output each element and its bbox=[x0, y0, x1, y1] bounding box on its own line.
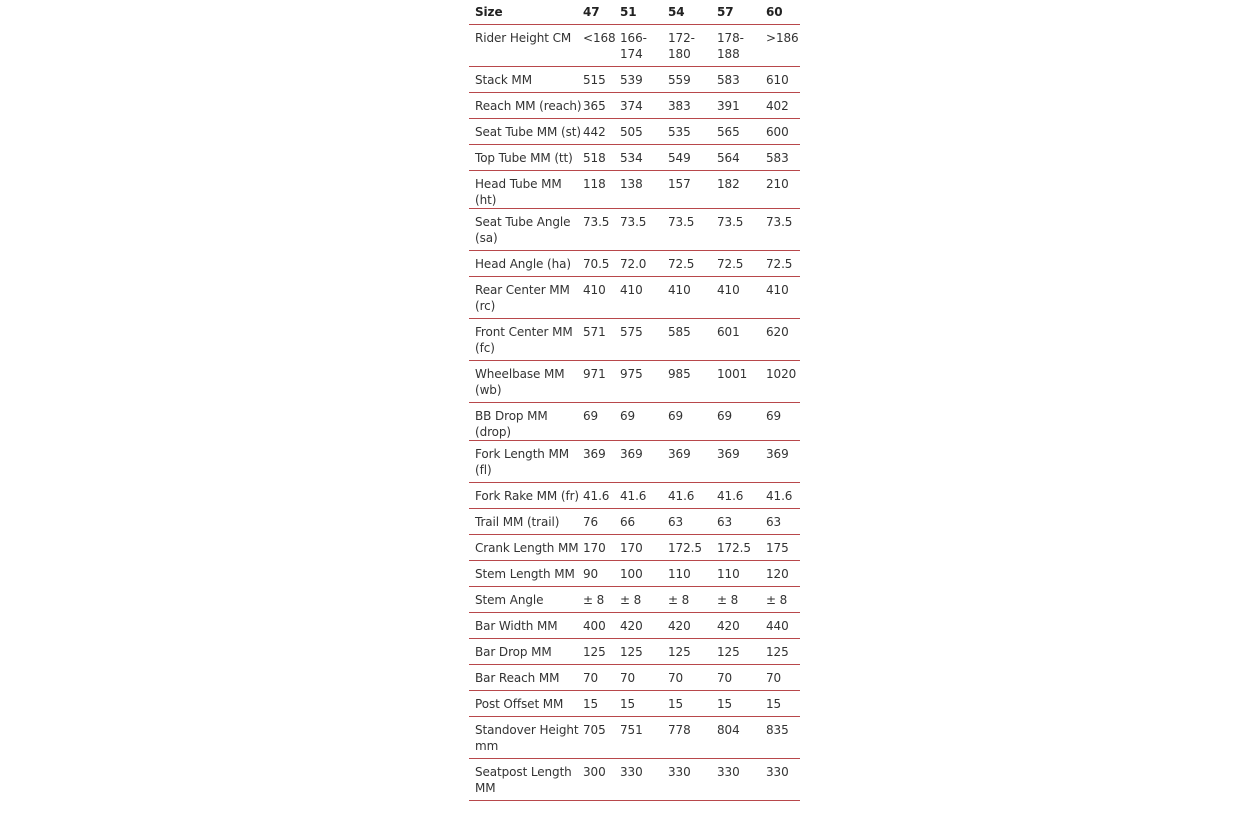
row-label: Front Center MM (fc) bbox=[475, 324, 573, 355]
row-value-size-47: 70 bbox=[583, 670, 599, 685]
table-row bbox=[469, 482, 800, 508]
row-value-size-57: 72.5 bbox=[717, 256, 744, 271]
row-value-size-51: 374 bbox=[620, 98, 643, 113]
table-row bbox=[469, 208, 800, 250]
row-value-size-47: 571 bbox=[583, 324, 606, 339]
row-value-size-60: 175 bbox=[766, 540, 789, 555]
row-value-size-57: ± 8 bbox=[717, 592, 739, 607]
table-row bbox=[469, 402, 800, 440]
row-value-size-47: 76 bbox=[583, 514, 599, 529]
table-row bbox=[469, 440, 800, 482]
row-label: Stem Angle bbox=[475, 592, 544, 607]
row-value-size-60: 835 bbox=[766, 722, 789, 737]
row-value-size-54: 69 bbox=[668, 408, 684, 423]
table-row bbox=[469, 170, 800, 208]
table-row bbox=[469, 24, 800, 66]
row-value-size-47: 70.5 bbox=[583, 256, 610, 271]
row-value-size-57: 601 bbox=[717, 324, 740, 339]
row-value-size-60: 63 bbox=[766, 514, 782, 529]
row-value-size-51: 41.6 bbox=[620, 488, 647, 503]
row-label: Fork Rake MM (fr) bbox=[475, 488, 580, 503]
row-value-size-57: 110 bbox=[717, 566, 740, 581]
table-row bbox=[469, 638, 800, 664]
row-value-size-57: 583 bbox=[717, 72, 740, 87]
row-label: Seat Tube MM (st) bbox=[475, 124, 581, 139]
table-row bbox=[469, 250, 800, 276]
row-value-size-57: 182 bbox=[717, 176, 740, 191]
row-label: Reach MM (reach) bbox=[475, 98, 582, 113]
row-value-size-60: 72.5 bbox=[766, 256, 793, 271]
table-row bbox=[469, 534, 800, 560]
row-value-size-51: 100 bbox=[620, 566, 643, 581]
row-value-size-54: 369 bbox=[668, 446, 691, 461]
row-value-size-60: 73.5 bbox=[766, 214, 793, 229]
row-value-size-60: 583 bbox=[766, 150, 789, 165]
row-label: Trail MM (trail) bbox=[475, 514, 560, 529]
row-value-size-57: 1001 bbox=[717, 366, 748, 381]
row-label: Rear Center MM (rc) bbox=[475, 282, 570, 313]
row-value-size-51: 15 bbox=[620, 696, 636, 711]
row-value-size-60: 600 bbox=[766, 124, 789, 139]
row-value-size-51: 69 bbox=[620, 408, 636, 423]
row-value-size-47: 90 bbox=[583, 566, 599, 581]
row-value-size-51: 975 bbox=[620, 366, 643, 381]
row-value-size-57: 369 bbox=[717, 446, 740, 461]
row-value-size-47: 73.5 bbox=[583, 214, 610, 229]
row-value-size-60: 15 bbox=[766, 696, 782, 711]
row-value-size-57: 410 bbox=[717, 282, 740, 297]
row-value-size-51: 330 bbox=[620, 764, 643, 779]
row-value-size-60: 70 bbox=[766, 670, 782, 685]
row-value-size-54: 172.5 bbox=[668, 540, 702, 555]
row-value-size-51: 70 bbox=[620, 670, 636, 685]
row-value-size-51: 73.5 bbox=[620, 214, 647, 229]
header-size-57: 57 bbox=[717, 5, 734, 19]
header-size: Size bbox=[475, 5, 503, 19]
table-row bbox=[469, 690, 800, 716]
row-value-size-51: 539 bbox=[620, 72, 643, 87]
table-row bbox=[469, 92, 800, 118]
row-value-size-51: 751 bbox=[620, 722, 643, 737]
row-value-size-60: 1020 bbox=[766, 366, 797, 381]
row-label: Bar Reach MM bbox=[475, 670, 560, 685]
row-label: Rider Height CM bbox=[475, 30, 572, 45]
row-value-size-54: 410 bbox=[668, 282, 691, 297]
row-value-size-47: 15 bbox=[583, 696, 599, 711]
row-value-size-54: 15 bbox=[668, 696, 684, 711]
row-label: Stack MM bbox=[475, 72, 532, 87]
row-value-size-47: 300 bbox=[583, 764, 606, 779]
row-value-size-57: 125 bbox=[717, 644, 740, 659]
row-value-size-47: <168 bbox=[583, 30, 616, 45]
row-value-size-54: 585 bbox=[668, 324, 691, 339]
row-value-size-57: 70 bbox=[717, 670, 733, 685]
row-value-size-54: 549 bbox=[668, 150, 691, 165]
table-row bbox=[469, 66, 800, 92]
row-value-size-51: ± 8 bbox=[620, 592, 642, 607]
header-size-60: 60 bbox=[766, 5, 783, 19]
row-value-size-60: 620 bbox=[766, 324, 789, 339]
row-value-size-54: 110 bbox=[668, 566, 691, 581]
row-value-size-51: 420 bbox=[620, 618, 643, 633]
row-value-size-47: 118 bbox=[583, 176, 606, 191]
row-value-size-51: 166-174 bbox=[620, 30, 647, 61]
row-value-size-57: 565 bbox=[717, 124, 740, 139]
row-label: Crank Length MM bbox=[475, 540, 579, 555]
row-label: Seat Tube Angle (sa) bbox=[475, 214, 571, 245]
header-size-54: 54 bbox=[668, 5, 685, 19]
row-value-size-57: 63 bbox=[717, 514, 733, 529]
table-row bbox=[469, 118, 800, 144]
row-value-size-60: 41.6 bbox=[766, 488, 793, 503]
geometry-table-container bbox=[469, 0, 800, 801]
row-value-size-57: 69 bbox=[717, 408, 733, 423]
row-value-size-57: 178-188 bbox=[717, 30, 744, 61]
row-value-size-54: 125 bbox=[668, 644, 691, 659]
row-value-size-57: 41.6 bbox=[717, 488, 744, 503]
row-value-size-57: 804 bbox=[717, 722, 740, 737]
row-value-size-60: ± 8 bbox=[766, 592, 788, 607]
row-value-size-51: 534 bbox=[620, 150, 643, 165]
row-value-size-54: 72.5 bbox=[668, 256, 695, 271]
row-value-size-60: 120 bbox=[766, 566, 789, 581]
row-value-size-47: 369 bbox=[583, 446, 606, 461]
row-label: Wheelbase MM (wb) bbox=[475, 366, 565, 397]
row-value-size-47: 515 bbox=[583, 72, 606, 87]
row-value-size-47: 442 bbox=[583, 124, 606, 139]
row-value-size-54: 778 bbox=[668, 722, 691, 737]
table-row bbox=[469, 360, 800, 402]
table-row bbox=[469, 758, 800, 800]
row-value-size-51: 505 bbox=[620, 124, 643, 139]
row-value-size-54: 535 bbox=[668, 124, 691, 139]
row-value-size-60: 69 bbox=[766, 408, 782, 423]
row-label: BB Drop MM (drop) bbox=[475, 408, 548, 439]
row-label: Seatpost Length MM bbox=[475, 764, 572, 795]
row-value-size-54: 41.6 bbox=[668, 488, 695, 503]
header-row bbox=[469, 0, 800, 24]
row-label: Bar Drop MM bbox=[475, 644, 552, 659]
row-value-size-60: 610 bbox=[766, 72, 789, 87]
row-value-size-60: 410 bbox=[766, 282, 789, 297]
row-value-size-57: 172.5 bbox=[717, 540, 751, 555]
row-label: Bar Width MM bbox=[475, 618, 558, 633]
row-label: Fork Length MM (fl) bbox=[475, 446, 570, 477]
table-row bbox=[469, 664, 800, 690]
row-value-size-54: 63 bbox=[668, 514, 684, 529]
row-label: Top Tube MM (tt) bbox=[475, 150, 573, 165]
row-value-size-51: 410 bbox=[620, 282, 643, 297]
row-value-size-51: 125 bbox=[620, 644, 643, 659]
row-value-size-47: 41.6 bbox=[583, 488, 610, 503]
row-value-size-47: 705 bbox=[583, 722, 606, 737]
row-value-size-47: 365 bbox=[583, 98, 606, 113]
row-value-size-54: 70 bbox=[668, 670, 684, 685]
row-value-size-54: 330 bbox=[668, 764, 691, 779]
row-value-size-60: 210 bbox=[766, 176, 789, 191]
row-value-size-54: 157 bbox=[668, 176, 691, 191]
row-value-size-60: 369 bbox=[766, 446, 789, 461]
row-value-size-60: 125 bbox=[766, 644, 789, 659]
row-value-size-57: 420 bbox=[717, 618, 740, 633]
row-value-size-47: ± 8 bbox=[583, 592, 605, 607]
row-value-size-54: 383 bbox=[668, 98, 691, 113]
row-label: Post Offset MM bbox=[475, 696, 564, 711]
row-value-size-47: 518 bbox=[583, 150, 606, 165]
row-value-size-51: 66 bbox=[620, 514, 636, 529]
row-value-size-60: 440 bbox=[766, 618, 789, 633]
row-value-size-47: 69 bbox=[583, 408, 599, 423]
row-value-size-54: 172-180 bbox=[668, 30, 695, 61]
row-value-size-47: 410 bbox=[583, 282, 606, 297]
row-value-size-54: 985 bbox=[668, 366, 691, 381]
row-label: Head Tube MM (ht) bbox=[475, 176, 562, 207]
row-value-size-57: 330 bbox=[717, 764, 740, 779]
table-row bbox=[469, 612, 800, 638]
row-value-size-54: ± 8 bbox=[668, 592, 690, 607]
table-header bbox=[469, 0, 800, 24]
table-row bbox=[469, 560, 800, 586]
row-value-size-54: 73.5 bbox=[668, 214, 695, 229]
row-value-size-51: 138 bbox=[620, 176, 643, 191]
table-body bbox=[469, 24, 800, 800]
row-value-size-47: 971 bbox=[583, 366, 606, 381]
table-row bbox=[469, 508, 800, 534]
row-value-size-54: 420 bbox=[668, 618, 691, 633]
row-value-size-57: 391 bbox=[717, 98, 740, 113]
table-row bbox=[469, 586, 800, 612]
row-label: Head Angle (ha) bbox=[475, 256, 571, 271]
table-row bbox=[469, 276, 800, 318]
header-size-47: 47 bbox=[583, 5, 600, 19]
row-value-size-47: 400 bbox=[583, 618, 606, 633]
table-row bbox=[469, 144, 800, 170]
row-value-size-51: 369 bbox=[620, 446, 643, 461]
row-label: Standover Height mm bbox=[475, 722, 579, 753]
row-label: Stem Length MM bbox=[475, 566, 575, 581]
row-value-size-47: 125 bbox=[583, 644, 606, 659]
row-value-size-57: 564 bbox=[717, 150, 740, 165]
row-value-size-60: 330 bbox=[766, 764, 789, 779]
row-value-size-57: 15 bbox=[717, 696, 733, 711]
header-size-51: 51 bbox=[620, 5, 637, 19]
row-value-size-54: 559 bbox=[668, 72, 691, 87]
geometry-table bbox=[469, 0, 800, 801]
table-row bbox=[469, 318, 800, 360]
row-value-size-51: 72.0 bbox=[620, 256, 647, 271]
row-value-size-51: 170 bbox=[620, 540, 643, 555]
row-value-size-60: 402 bbox=[766, 98, 789, 113]
row-value-size-51: 575 bbox=[620, 324, 643, 339]
row-value-size-57: 73.5 bbox=[717, 214, 744, 229]
row-value-size-47: 170 bbox=[583, 540, 606, 555]
table-row bbox=[469, 716, 800, 758]
row-value-size-60: >186 bbox=[766, 30, 799, 45]
